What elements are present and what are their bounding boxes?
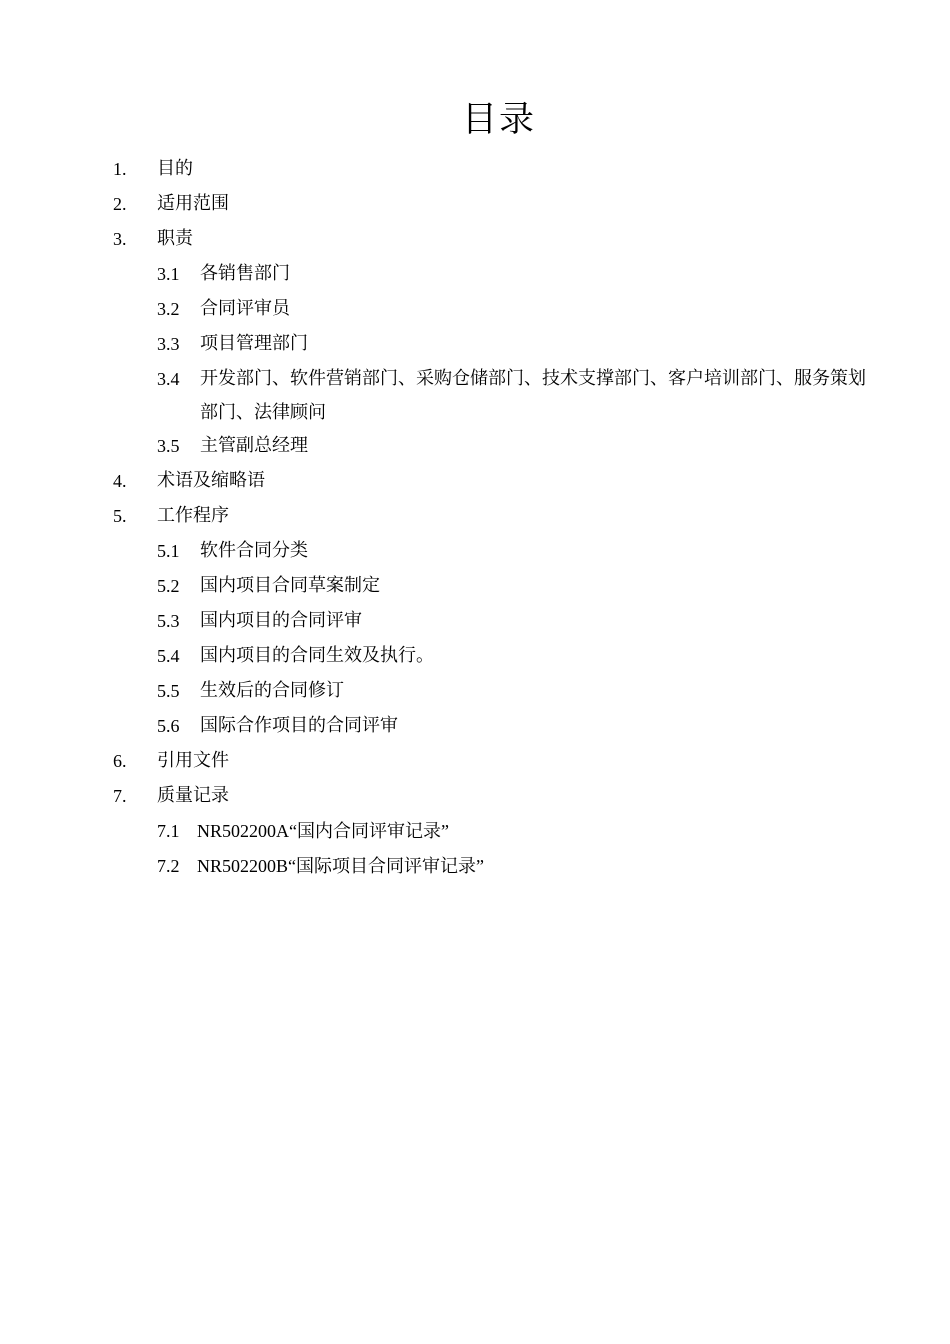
- toc-text: 各销售部门: [200, 263, 290, 284]
- toc-text: 国际合作项目的合同评审: [200, 715, 398, 736]
- toc-number: 5.1: [157, 541, 180, 561]
- toc-text: 职责: [157, 228, 193, 249]
- toc-text: 工作程序: [157, 505, 229, 526]
- toc-number: 3.1: [157, 264, 180, 284]
- toc-text: 适用范围: [157, 193, 229, 214]
- toc-text: 质量记录: [157, 785, 229, 806]
- toc-text: 国内项目合同草案制定: [200, 575, 380, 596]
- toc-number: 3.4: [157, 369, 180, 389]
- toc-number: 7.1: [157, 821, 180, 841]
- toc-text: NR502200A“国内合同评审记录”: [197, 821, 449, 841]
- toc-number: 1.: [113, 159, 127, 179]
- toc-number: 5.4: [157, 646, 180, 666]
- toc-text: 引用文件: [157, 750, 229, 771]
- toc-text: 主管副总经理: [200, 435, 308, 456]
- toc-number: 6.: [113, 751, 127, 771]
- toc-number: 7.2: [157, 856, 180, 876]
- toc-text: 开发部门、软件营销部门、采购仓储部门、技术支撑部门、客户培训部门、服务策划部门、法律顾问: [200, 368, 866, 423]
- toc-text: NR502200B“国际项目合同评审记录”: [197, 856, 484, 876]
- toc-number: 5.6: [157, 716, 180, 736]
- toc-number: 3.3: [157, 334, 180, 354]
- toc-text: 合同评审员: [200, 298, 290, 319]
- toc-number: 5.5: [157, 681, 180, 701]
- toc-text: 目的: [157, 158, 193, 179]
- toc-number: 5.: [113, 506, 127, 526]
- toc-text: 术语及缩略语: [157, 470, 265, 491]
- toc-number: 5.2: [157, 576, 180, 596]
- toc-text: 生效后的合同修订: [200, 680, 344, 701]
- toc-number: 3.2: [157, 299, 180, 319]
- toc-text: 国内项目的合同评审: [200, 610, 362, 631]
- toc-text: 国内项目的合同生效及执行。: [200, 645, 434, 666]
- toc-number: 2.: [113, 194, 127, 214]
- toc-number: 5.3: [157, 611, 180, 631]
- toc-number: 7.: [113, 786, 127, 806]
- toc-number: 3.5: [157, 436, 180, 456]
- toc-title: 目录: [461, 100, 536, 140]
- toc-text: 项目管理部门: [200, 333, 308, 354]
- toc-number: 4.: [113, 471, 127, 491]
- toc-text: 软件合同分类: [200, 540, 308, 561]
- toc-number: 3.: [113, 229, 127, 249]
